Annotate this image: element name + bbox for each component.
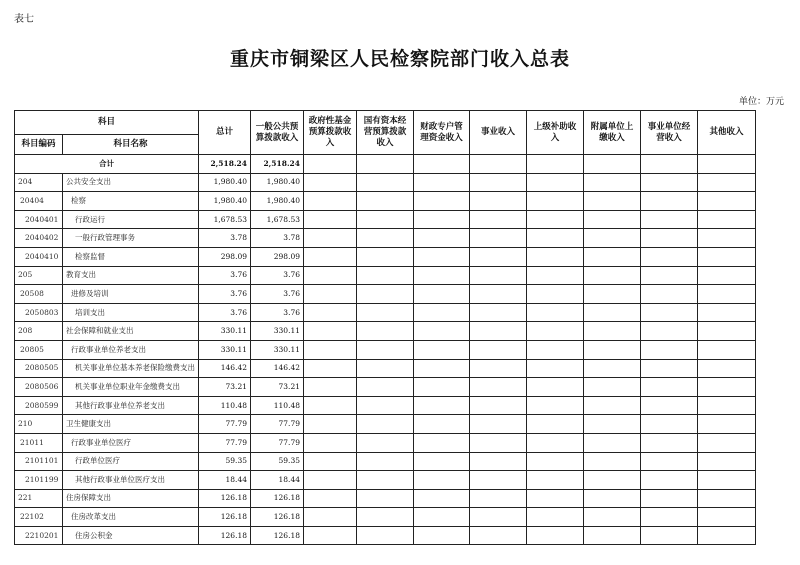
subject-name: 检察 [63, 192, 199, 211]
table-row [15, 247, 756, 266]
total-general: 2,518.24 [251, 155, 304, 174]
col-header-other-income: 其他收入 [698, 111, 756, 155]
total-value: 3.76 [199, 303, 251, 322]
subject-name: 社会保障和就业支出 [63, 322, 199, 341]
total-label: 合计 [15, 155, 199, 174]
col-header-special-account: 财政专户管理资金收入 [414, 111, 470, 155]
total-value: 1,980.40 [199, 173, 251, 192]
table-row [15, 359, 756, 378]
table-row [15, 229, 756, 248]
col-header-total: 总计 [199, 111, 251, 155]
general-budget-value: 1,980.40 [251, 192, 304, 211]
subject-name: 检察监督 [63, 247, 199, 266]
general-budget-value: 146.42 [251, 359, 304, 378]
general-budget-value: 18.44 [251, 471, 304, 490]
subject-code: 210 [15, 415, 63, 434]
subject-name: 住房改革支出 [63, 508, 199, 527]
subject-group-header: 科目 [15, 111, 199, 135]
total-value: 73.21 [199, 378, 251, 397]
subject-name: 行政单位医疗 [63, 452, 199, 471]
subject-code-header: 科目编码 [15, 135, 63, 155]
total-value: 126.18 [199, 526, 251, 545]
subject-code: 20508 [15, 285, 63, 304]
subject-code: 2101101 [15, 452, 63, 471]
total-value: 77.79 [199, 433, 251, 452]
col-header-affiliate-remit: 附属单位上缴收入 [584, 111, 641, 155]
table-row [15, 303, 756, 322]
subject-name: 进修及培训 [63, 285, 199, 304]
subject-code: 2101199 [15, 471, 63, 490]
subject-code: 204 [15, 173, 63, 192]
table-row [15, 378, 756, 397]
subject-code: 21011 [15, 433, 63, 452]
subject-name-header: 科目名称 [63, 135, 199, 155]
table-row [15, 210, 756, 229]
total-value: 3.78 [199, 229, 251, 248]
col-header-business-income: 事业收入 [470, 111, 527, 155]
subject-name: 行政运行 [63, 210, 199, 229]
total-value: 330.11 [199, 322, 251, 341]
total-value: 59.35 [199, 452, 251, 471]
subject-name: 住房保障支出 [63, 489, 199, 508]
table-row [15, 508, 756, 527]
subject-code: 20805 [15, 340, 63, 359]
table-row [15, 526, 756, 545]
subject-code: 2050803 [15, 303, 63, 322]
general-budget-value: 3.76 [251, 303, 304, 322]
subject-name: 培训支出 [63, 303, 199, 322]
col-header-state-capital: 国有资本经营预算拨款收入 [357, 111, 414, 155]
general-budget-value: 298.09 [251, 247, 304, 266]
total-value: 126.18 [199, 508, 251, 527]
subject-name: 其他行政事业单位养老支出 [63, 396, 199, 415]
general-budget-value: 77.79 [251, 433, 304, 452]
total-value: 3.76 [199, 266, 251, 285]
table-row [15, 266, 756, 285]
subject-code: 2040410 [15, 247, 63, 266]
total-row [15, 155, 756, 174]
table-row [15, 322, 756, 341]
total-value: 126.18 [199, 489, 251, 508]
table-row [15, 489, 756, 508]
table-row [15, 340, 756, 359]
subject-code: 2080505 [15, 359, 63, 378]
table-row [15, 452, 756, 471]
subject-code: 221 [15, 489, 63, 508]
table-row [15, 192, 756, 211]
general-budget-value: 126.18 [251, 508, 304, 527]
general-budget-value: 73.21 [251, 378, 304, 397]
subject-code: 205 [15, 266, 63, 285]
total-value: 77.79 [199, 415, 251, 434]
total-value: 18.44 [199, 471, 251, 490]
general-budget-value: 110.48 [251, 396, 304, 415]
subject-code: 2040402 [15, 229, 63, 248]
subject-name: 行政事业单位医疗 [63, 433, 199, 452]
total-value: 298.09 [199, 247, 251, 266]
table-row [15, 396, 756, 415]
subject-code: 2210201 [15, 526, 63, 545]
subject-code: 2080599 [15, 396, 63, 415]
table-row [15, 433, 756, 452]
total-value: 1,980.40 [199, 192, 251, 211]
subject-name: 其他行政事业单位医疗支出 [63, 471, 199, 490]
general-budget-value: 1,980.40 [251, 173, 304, 192]
general-budget-value: 3.76 [251, 285, 304, 304]
page-title: 重庆市铜梁区人民检察院部门收入总表 [229, 48, 570, 70]
unit-label: 单位：万元 [738, 97, 784, 107]
general-budget-value: 330.11 [251, 340, 304, 359]
col-header-gov-fund: 政府性基金预算拨款收入 [304, 111, 357, 155]
total-value: 146.42 [199, 359, 251, 378]
general-budget-value: 126.18 [251, 489, 304, 508]
total-value: 3.76 [199, 285, 251, 304]
table-row [15, 173, 756, 192]
general-budget-value: 1,678.53 [251, 210, 304, 229]
subject-name: 住房公积金 [63, 526, 199, 545]
general-budget-value: 330.11 [251, 322, 304, 341]
col-header-operating-income: 事业单位经营收入 [641, 111, 698, 155]
subject-code: 20404 [15, 192, 63, 211]
general-budget-value: 126.18 [251, 526, 304, 545]
subject-name: 教育支出 [63, 266, 199, 285]
subject-name: 机关事业单位职业年金缴费支出 [63, 378, 199, 397]
subject-name: 卫生健康支出 [63, 415, 199, 434]
subject-code: 208 [15, 322, 63, 341]
general-budget-value: 59.35 [251, 452, 304, 471]
total-value: 330.11 [199, 340, 251, 359]
table-row [15, 285, 756, 304]
subject-code: 2080506 [15, 378, 63, 397]
col-header-general-budget: 一般公共预算拨款收入 [251, 111, 304, 155]
general-budget-value: 3.78 [251, 229, 304, 248]
total-value: 110.48 [199, 396, 251, 415]
subject-code: 22102 [15, 508, 63, 527]
subject-name: 一般行政管理事务 [63, 229, 199, 248]
total-value: 1,678.53 [199, 210, 251, 229]
col-header-superior-subsidy: 上级补助收入 [527, 111, 584, 155]
income-summary-table [14, 110, 756, 545]
total-sum: 2,518.24 [199, 155, 251, 174]
subject-code: 2040401 [15, 210, 63, 229]
subject-name: 公共安全支出 [63, 173, 199, 192]
table-row [15, 415, 756, 434]
general-budget-value: 77.79 [251, 415, 304, 434]
subject-name: 行政事业单位养老支出 [63, 340, 199, 359]
subject-name: 机关事业单位基本养老保险缴费支出 [63, 359, 199, 378]
table-number-label: 表七 [14, 14, 34, 25]
table-row [15, 471, 756, 490]
general-budget-value: 3.76 [251, 266, 304, 285]
